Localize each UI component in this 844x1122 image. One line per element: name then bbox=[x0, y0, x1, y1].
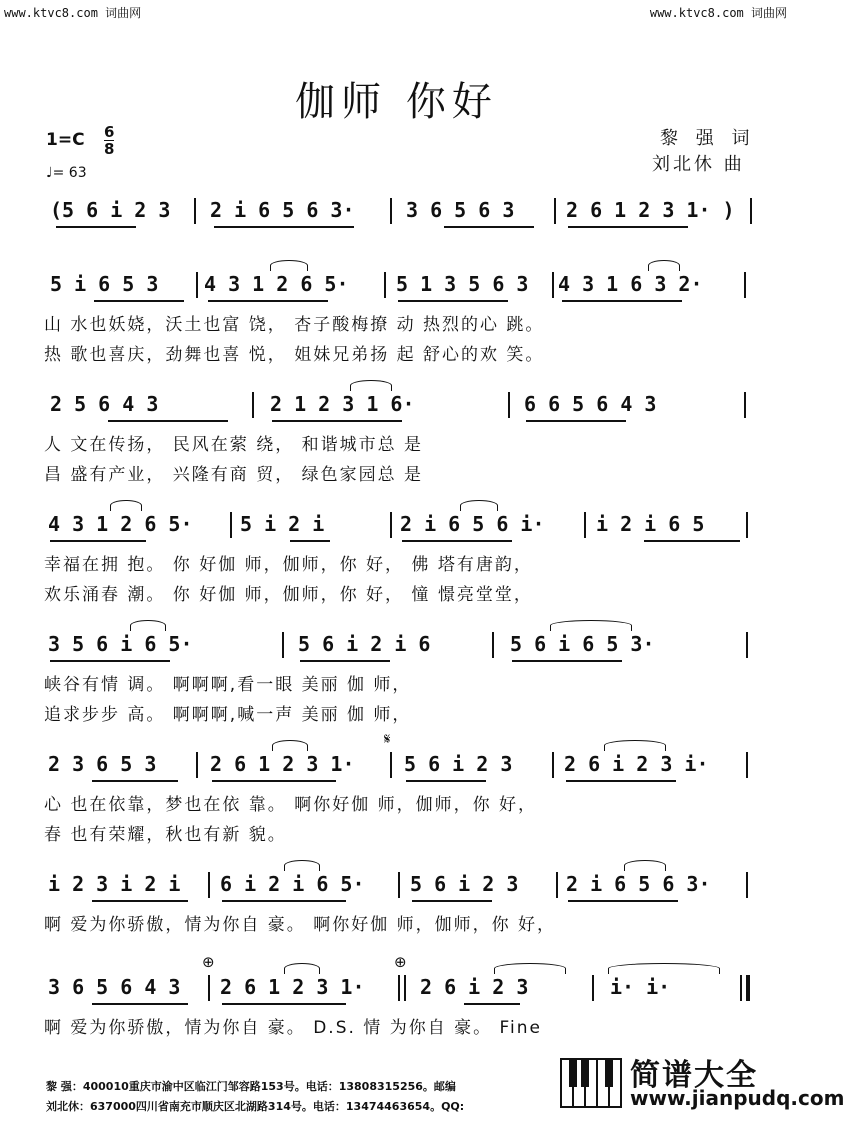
notes-row-7 bbox=[44, 872, 759, 902]
barline bbox=[508, 392, 510, 418]
measure: 4 3 1 6 3 2· bbox=[558, 272, 703, 296]
tie-mark bbox=[624, 860, 666, 871]
notes-row-3 bbox=[44, 392, 759, 422]
measure: 5 1 3 5 6 3 bbox=[396, 272, 529, 296]
tie-mark bbox=[648, 260, 680, 271]
barline bbox=[740, 975, 742, 1001]
measure: i· i· bbox=[610, 975, 671, 999]
barline bbox=[554, 198, 556, 224]
song-title: 伽师 你好 bbox=[295, 79, 498, 125]
meter-top: 6 bbox=[104, 123, 115, 141]
beam bbox=[512, 660, 622, 662]
barline bbox=[208, 872, 210, 898]
measure: 5 i 6 5 3 bbox=[50, 272, 159, 296]
beam bbox=[568, 226, 688, 228]
beam bbox=[56, 226, 136, 228]
notes-row-2 bbox=[44, 272, 759, 302]
lyric-verse-2: 追求步步 高。 啊啊啊,喊一声 美丽 伽 师， bbox=[44, 705, 412, 725]
barline bbox=[390, 752, 392, 778]
beam bbox=[566, 780, 676, 782]
barline bbox=[390, 512, 392, 538]
measure: 6 6 5 6 4 3 bbox=[524, 392, 657, 416]
score-row-8 bbox=[44, 953, 759, 1041]
score-row-1 bbox=[44, 198, 759, 228]
barline bbox=[208, 975, 210, 1001]
barline bbox=[746, 512, 748, 538]
beam bbox=[92, 1003, 188, 1005]
measure: 4 3 1 2 6 5· bbox=[48, 512, 193, 536]
measure: 2 3 6 5 3 bbox=[48, 752, 157, 776]
tie-mark bbox=[550, 620, 632, 631]
tie-mark bbox=[460, 500, 498, 511]
beam bbox=[290, 540, 330, 542]
barline bbox=[746, 872, 748, 898]
measure: 3 5 6 i 6 5· bbox=[48, 632, 193, 656]
measure: 2 6 i 2 3 i· bbox=[564, 752, 709, 776]
measure: 2 i 6 5 6 3· bbox=[210, 198, 355, 222]
contact-line-composer: 刘北休：637000四川省南充市顺庆区北湖路314号。电话：13474463654。QQ: bbox=[46, 1100, 465, 1113]
measure: 2 i 6 5 6 3· bbox=[566, 872, 711, 896]
barline bbox=[746, 752, 748, 778]
barline bbox=[492, 632, 494, 658]
site-watermark-left: www.ktvc8.com 词曲网 bbox=[4, 6, 142, 20]
measure: 2 5 6 4 3 bbox=[50, 392, 159, 416]
beam bbox=[412, 900, 492, 902]
key-signature: 1=C bbox=[46, 130, 85, 150]
segno-sign: 𝄋 bbox=[384, 730, 391, 748]
tie-mark bbox=[270, 260, 308, 271]
barline bbox=[390, 198, 392, 224]
lyric-verse-1: 心 也在依靠，梦也在依 靠。 啊你好伽 师，伽师，你 好， bbox=[44, 795, 538, 815]
beam bbox=[562, 300, 682, 302]
beam bbox=[568, 900, 678, 902]
barline bbox=[750, 198, 752, 224]
lyric-verse-2: 热 歌也喜庆，劲舞也喜 悦， 姐妹兄弟扬 起 舒心的欢 笑。 bbox=[44, 345, 545, 365]
measure: 2 6 i 2 3 bbox=[420, 975, 529, 999]
beam bbox=[526, 420, 626, 422]
composer-credit: 刘北休 曲 bbox=[652, 154, 745, 175]
coda-sign: ⊕ bbox=[202, 953, 215, 971]
barline bbox=[384, 272, 386, 298]
time-signature bbox=[104, 124, 114, 157]
lyric-verse-1: 幸福在拥 抱。 你 好伽 师，伽师，你 好， 佛 塔有唐韵， bbox=[44, 555, 533, 575]
contact-line-lyricist: 黎 强：400010重庆市渝中区临江门邹容路153号。电话：13808315256。邮编 bbox=[46, 1080, 456, 1093]
measure: 3 6 5 6 3 bbox=[406, 198, 515, 222]
tie-mark bbox=[272, 740, 308, 751]
tie-mark bbox=[494, 963, 566, 974]
measure: 2 1 2 3 1 6· bbox=[270, 392, 415, 416]
piano-keys-icon bbox=[560, 1058, 622, 1108]
notes-row-5 bbox=[44, 632, 759, 662]
barline bbox=[252, 392, 254, 418]
score-row-3 bbox=[44, 392, 759, 488]
tie-mark bbox=[130, 620, 166, 631]
measure: 5 6 i 2 i 6 bbox=[298, 632, 431, 656]
beam bbox=[108, 420, 228, 422]
barline bbox=[404, 975, 406, 1001]
beam bbox=[50, 540, 146, 542]
beam bbox=[92, 900, 188, 902]
score-row-5 bbox=[44, 632, 759, 728]
barline bbox=[196, 752, 198, 778]
measure: 5 6 i 2 3 bbox=[404, 752, 513, 776]
measure: 2 6 1 2 3 1· bbox=[220, 975, 365, 999]
barline bbox=[552, 272, 554, 298]
barline bbox=[744, 392, 746, 418]
barline bbox=[398, 975, 400, 1001]
tempo-marking: ♩= 63 bbox=[46, 165, 87, 181]
tie-mark bbox=[604, 740, 666, 751]
measure: 6 i 2 i 6 5· bbox=[220, 872, 365, 896]
barline bbox=[744, 272, 746, 298]
barline bbox=[398, 872, 400, 898]
barline bbox=[556, 872, 558, 898]
beam bbox=[300, 660, 390, 662]
measure: 5 6 i 2 3 bbox=[410, 872, 519, 896]
barline bbox=[592, 975, 594, 1001]
measure: 5 i 2 i bbox=[240, 512, 325, 536]
barline bbox=[746, 632, 748, 658]
tie-mark bbox=[110, 500, 142, 511]
lyric-verse-1: 人 文在传扬， 民风在萦 绕， 和谐城市总 是 bbox=[44, 435, 424, 455]
beam bbox=[222, 900, 346, 902]
beam bbox=[444, 226, 534, 228]
score-row-4 bbox=[44, 512, 759, 608]
score-row-6 bbox=[44, 730, 759, 848]
notes-row-4 bbox=[44, 512, 759, 542]
lyric-verse-2: 春 也有荣耀，秋也有新 貌。 bbox=[44, 825, 287, 845]
barline bbox=[194, 198, 196, 224]
barline bbox=[584, 512, 586, 538]
lyric-verse-2: 昌 盛有产业， 兴隆有商 贸， 绿色家园总 是 bbox=[44, 465, 424, 485]
lyricist-credit: 黎 强 词 bbox=[660, 128, 756, 149]
barline bbox=[196, 272, 198, 298]
beam bbox=[464, 1003, 520, 1005]
beam bbox=[398, 300, 508, 302]
measure: 2 i 6 5 6 i· bbox=[400, 512, 545, 536]
beam bbox=[212, 780, 336, 782]
lyric-verse-1: 山 水也妖娆，沃土也富 饶， 杏子酸梅撩 动 热烈的心 跳。 bbox=[44, 315, 545, 335]
measure: i 2 i 6 5 bbox=[596, 512, 705, 536]
lyric-verse-1: 啊 爱为你骄傲，情为你自 豪。 D.S. 情 为你自 豪。 Fine bbox=[44, 1018, 543, 1038]
barline bbox=[552, 752, 554, 778]
tie-mark bbox=[284, 860, 320, 871]
measure: 5 6 i 6 5 3· bbox=[510, 632, 655, 656]
beam bbox=[94, 300, 184, 302]
beam bbox=[92, 780, 178, 782]
site-logo[interactable] bbox=[560, 1050, 844, 1114]
meter-bottom: 8 bbox=[104, 140, 115, 158]
beam bbox=[222, 1003, 346, 1005]
lyric-verse-2: 欢乐涌春 潮。 你 好伽 师，伽师，你 好， 憧 憬亮堂堂， bbox=[44, 585, 533, 605]
score-row-7 bbox=[44, 872, 759, 938]
logo-title: 简谱大全 bbox=[630, 1058, 758, 1093]
notes-row-6 bbox=[44, 752, 759, 782]
beam bbox=[402, 540, 512, 542]
beam bbox=[208, 300, 328, 302]
tie-mark bbox=[350, 380, 392, 391]
beam bbox=[50, 660, 170, 662]
tie-mark bbox=[284, 963, 320, 974]
logo-url: www.jianpudq.com bbox=[630, 1086, 844, 1110]
measure: 4 3 1 2 6 5· bbox=[204, 272, 349, 296]
barline bbox=[230, 512, 232, 538]
barline bbox=[282, 632, 284, 658]
measure: 2 6 1 2 3 1· ) bbox=[566, 198, 735, 222]
beam bbox=[214, 226, 354, 228]
tie-mark bbox=[608, 963, 720, 974]
measure: 3 6 5 6 4 3 bbox=[48, 975, 181, 999]
coda-sign: ⊕ bbox=[394, 953, 407, 971]
beam bbox=[406, 780, 486, 782]
measure: i 2 3 i 2 i bbox=[48, 872, 181, 896]
lyric-verse-1: 峡谷有情 调。 啊啊啊,看一眼 美丽 伽 师， bbox=[44, 675, 412, 695]
beam bbox=[644, 540, 740, 542]
measure: 2 6 1 2 3 1· bbox=[210, 752, 355, 776]
site-watermark-right: www.ktvc8.com 词曲网 bbox=[649, 6, 787, 20]
final-barline bbox=[746, 975, 750, 1001]
lyric-verse-1: 啊 爱为你骄傲，情为你自 豪。 啊你好伽 师，伽师，你 好， bbox=[44, 915, 557, 935]
score-row-2 bbox=[44, 272, 759, 368]
notes-row-8 bbox=[44, 975, 759, 1005]
notes-row-1 bbox=[44, 198, 759, 228]
measure: (5 6 i 2 3 bbox=[50, 198, 171, 222]
beam bbox=[272, 420, 402, 422]
